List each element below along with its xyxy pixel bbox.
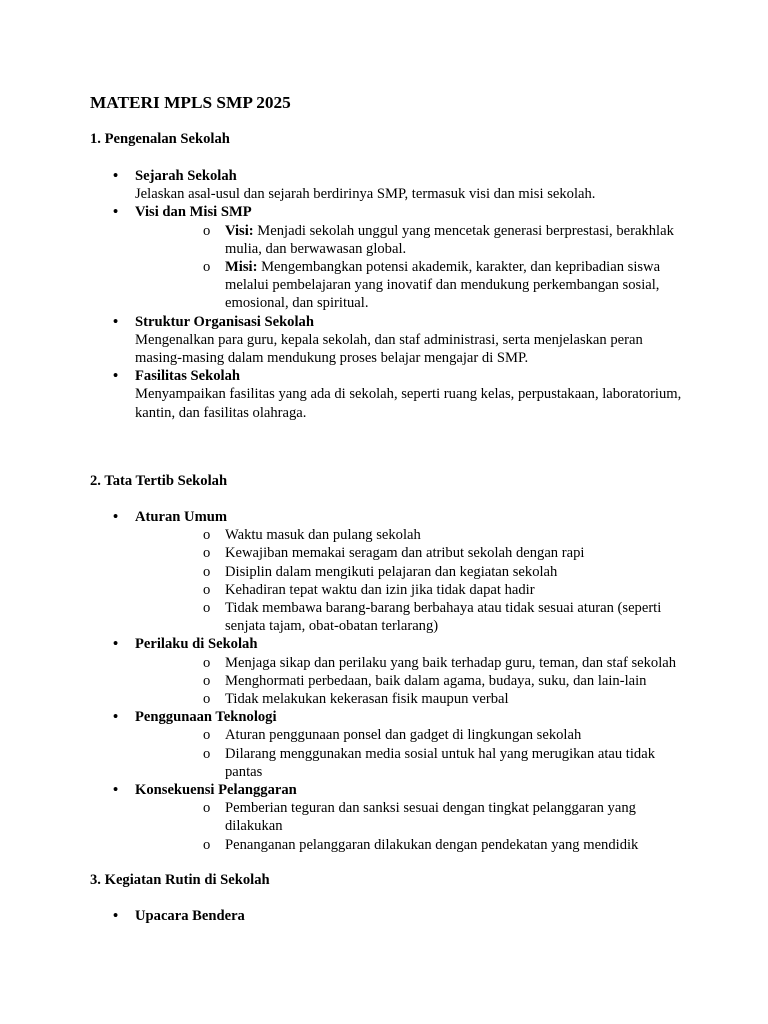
circle-bullet-icon: o [203, 654, 211, 671]
sub-list-item [135, 799, 690, 835]
item-title: Konsekuensi Pelanggaran [135, 782, 297, 799]
bullet-icon: • [113, 368, 119, 385]
circle-bullet-icon: o [203, 600, 211, 617]
sub-list-item [135, 258, 690, 313]
item-description: Mengenalkan para guru, kepala sekolah, dan staf administrasi, serta menjelaskan peran masing-masing dalam mendukung proses belajar mengajar di SMP. [135, 331, 643, 367]
sub-item-content [225, 564, 557, 580]
sub-item-content [225, 545, 584, 561]
item-title: Perilaku di Sekolah [135, 636, 258, 653]
list-item [90, 907, 690, 925]
sub-item-text: Aturan penggunaan ponsel dan gadget di lingkungan sekolah [225, 727, 582, 744]
sub-item-content [225, 259, 660, 311]
sub-item-text: Dilarang menggunakan media sosial untuk hal yang merugikan atau tidak pantas [225, 745, 655, 780]
sub-list-item [135, 726, 690, 744]
circle-bullet-icon: o [203, 727, 211, 744]
circle-bullet-icon: o [203, 545, 211, 562]
section-heading: 2. Tata Tertib Sekolah [90, 473, 228, 489]
sub-item-text: Pemberian teguran dan sanksi sesuai dengan tingkat pelanggaran yang dilakukan [225, 800, 636, 835]
list-item [90, 781, 690, 854]
circle-bullet-icon: o [203, 745, 211, 762]
sub-item-lead: Visi: [225, 222, 254, 239]
section-heading: 3. Kegiatan Rutin di Sekolah [90, 872, 270, 888]
sub-list-item [135, 654, 690, 672]
circle-bullet-icon: o [203, 527, 211, 544]
sub-list-item [135, 563, 690, 581]
sub-item-content [225, 691, 509, 707]
sub-item-text: Kehadiran tepat waktu dan izin jika tidak dapat hadir [225, 581, 535, 598]
sub-item-text: Menjadi sekolah unggul yang mencetak generasi berprestasi, berakhlak mulia, dan berwawasan global. [225, 222, 674, 257]
bullet-icon: • [113, 636, 119, 653]
bullet-icon: • [113, 313, 119, 330]
item-title: Upacara Bendera [135, 908, 245, 924]
sub-item-content [225, 600, 661, 634]
circle-bullet-icon: o [203, 259, 211, 276]
sub-list [135, 222, 690, 313]
circle-bullet-icon: o [203, 563, 211, 580]
item-title: Visi dan Misi SMP [135, 204, 252, 221]
sub-list-item [135, 672, 690, 690]
list-item [90, 508, 690, 635]
circle-bullet-icon: o [203, 222, 211, 239]
sub-list-item [135, 222, 690, 258]
sub-list-item [135, 526, 690, 544]
list-item [90, 708, 690, 781]
sub-item-content [225, 837, 638, 853]
sub-item-content [225, 746, 655, 780]
sub-item-lead: Misi: [225, 259, 258, 276]
list-item [90, 367, 690, 422]
bullet-icon: • [113, 168, 119, 184]
sub-item-content [225, 527, 421, 543]
sub-item-content [225, 655, 676, 671]
document-title: MATERI MPLS SMP 2025 [90, 93, 291, 112]
sub-item-text: Penanganan pelanggaran dilakukan dengan pendekatan yang mendidik [225, 836, 639, 853]
section-item-list [90, 167, 690, 422]
sub-item-content [225, 673, 646, 689]
bullet-icon: • [113, 204, 119, 221]
list-item [90, 167, 690, 203]
item-title: Struktur Organisasi Sekolah [135, 313, 314, 330]
sub-item-content [225, 223, 674, 257]
sub-list [135, 726, 690, 781]
item-description: Jelaskan asal-usul dan sejarah berdirinya SMP, termasuk visi dan misi sekolah. [135, 186, 596, 203]
section-item-list [90, 508, 690, 854]
sub-item-text: Menjaga sikap dan perilaku yang baik terhadap guru, teman, dan staf sekolah [225, 654, 677, 671]
item-title: Sejarah Sekolah [135, 168, 237, 184]
list-item [90, 635, 690, 708]
list-item [90, 313, 690, 368]
circle-bullet-icon: o [203, 800, 211, 817]
sub-item-content [225, 727, 581, 743]
circle-bullet-icon: o [203, 691, 211, 708]
sub-list-item [135, 745, 690, 781]
sub-item-content [225, 582, 535, 598]
circle-bullet-icon: o [203, 581, 211, 598]
bullet-icon: • [113, 509, 119, 525]
section-item-list [90, 907, 690, 925]
sub-list [135, 799, 690, 854]
sub-list [135, 526, 690, 635]
sub-list-item [135, 544, 690, 562]
bullet-icon: • [113, 782, 119, 799]
sub-item-text: Mengembangkan potensi akademik, karakter, dan kepribadian siswa melalui pembelajaran yang inovatif dan mendukung perkembangan sosial, emosional, dan spiritual. [225, 259, 661, 312]
sub-list-item [135, 690, 690, 708]
sub-list-item [135, 836, 690, 854]
bullet-icon: • [113, 709, 119, 726]
sub-item-text: Waktu masuk dan pulang sekolah [225, 527, 421, 544]
circle-bullet-icon: o [203, 836, 211, 853]
sub-item-text: Tidak membawa barang-barang berbahaya atau tidak sesuai aturan (seperti senjata tajam, obat-obatan terlarang) [225, 600, 662, 635]
bullet-icon: • [113, 908, 119, 924]
section-heading: 1. Pengenalan Sekolah [90, 131, 230, 147]
sub-item-text: Kewajiban memakai seragam dan atribut sekolah dengan rapi [225, 545, 585, 562]
sub-list-item [135, 581, 690, 599]
sub-item-text: Tidak melakukan kekerasan fisik maupun verbal [225, 691, 509, 708]
sub-item-text: Menghormati perbedaan, baik dalam agama, budaya, suku, dan lain-lain [225, 672, 647, 689]
sub-list-item [135, 599, 690, 635]
circle-bullet-icon: o [203, 672, 211, 689]
item-title: Penggunaan Teknologi [135, 709, 277, 726]
item-title: Fasilitas Sekolah [135, 368, 241, 385]
item-description: Menyampaikan fasilitas yang ada di sekolah, seperti ruang kelas, perpustakaan, laboratorium, kantin, dan fasilitas olahraga. [135, 386, 682, 421]
item-title: Aturan Umum [135, 509, 228, 525]
sub-item-content [225, 800, 636, 834]
list-item [90, 203, 690, 312]
sub-list [135, 654, 690, 709]
sub-item-text: Disiplin dalam mengikuti pelajaran dan kegiatan sekolah [225, 563, 558, 580]
